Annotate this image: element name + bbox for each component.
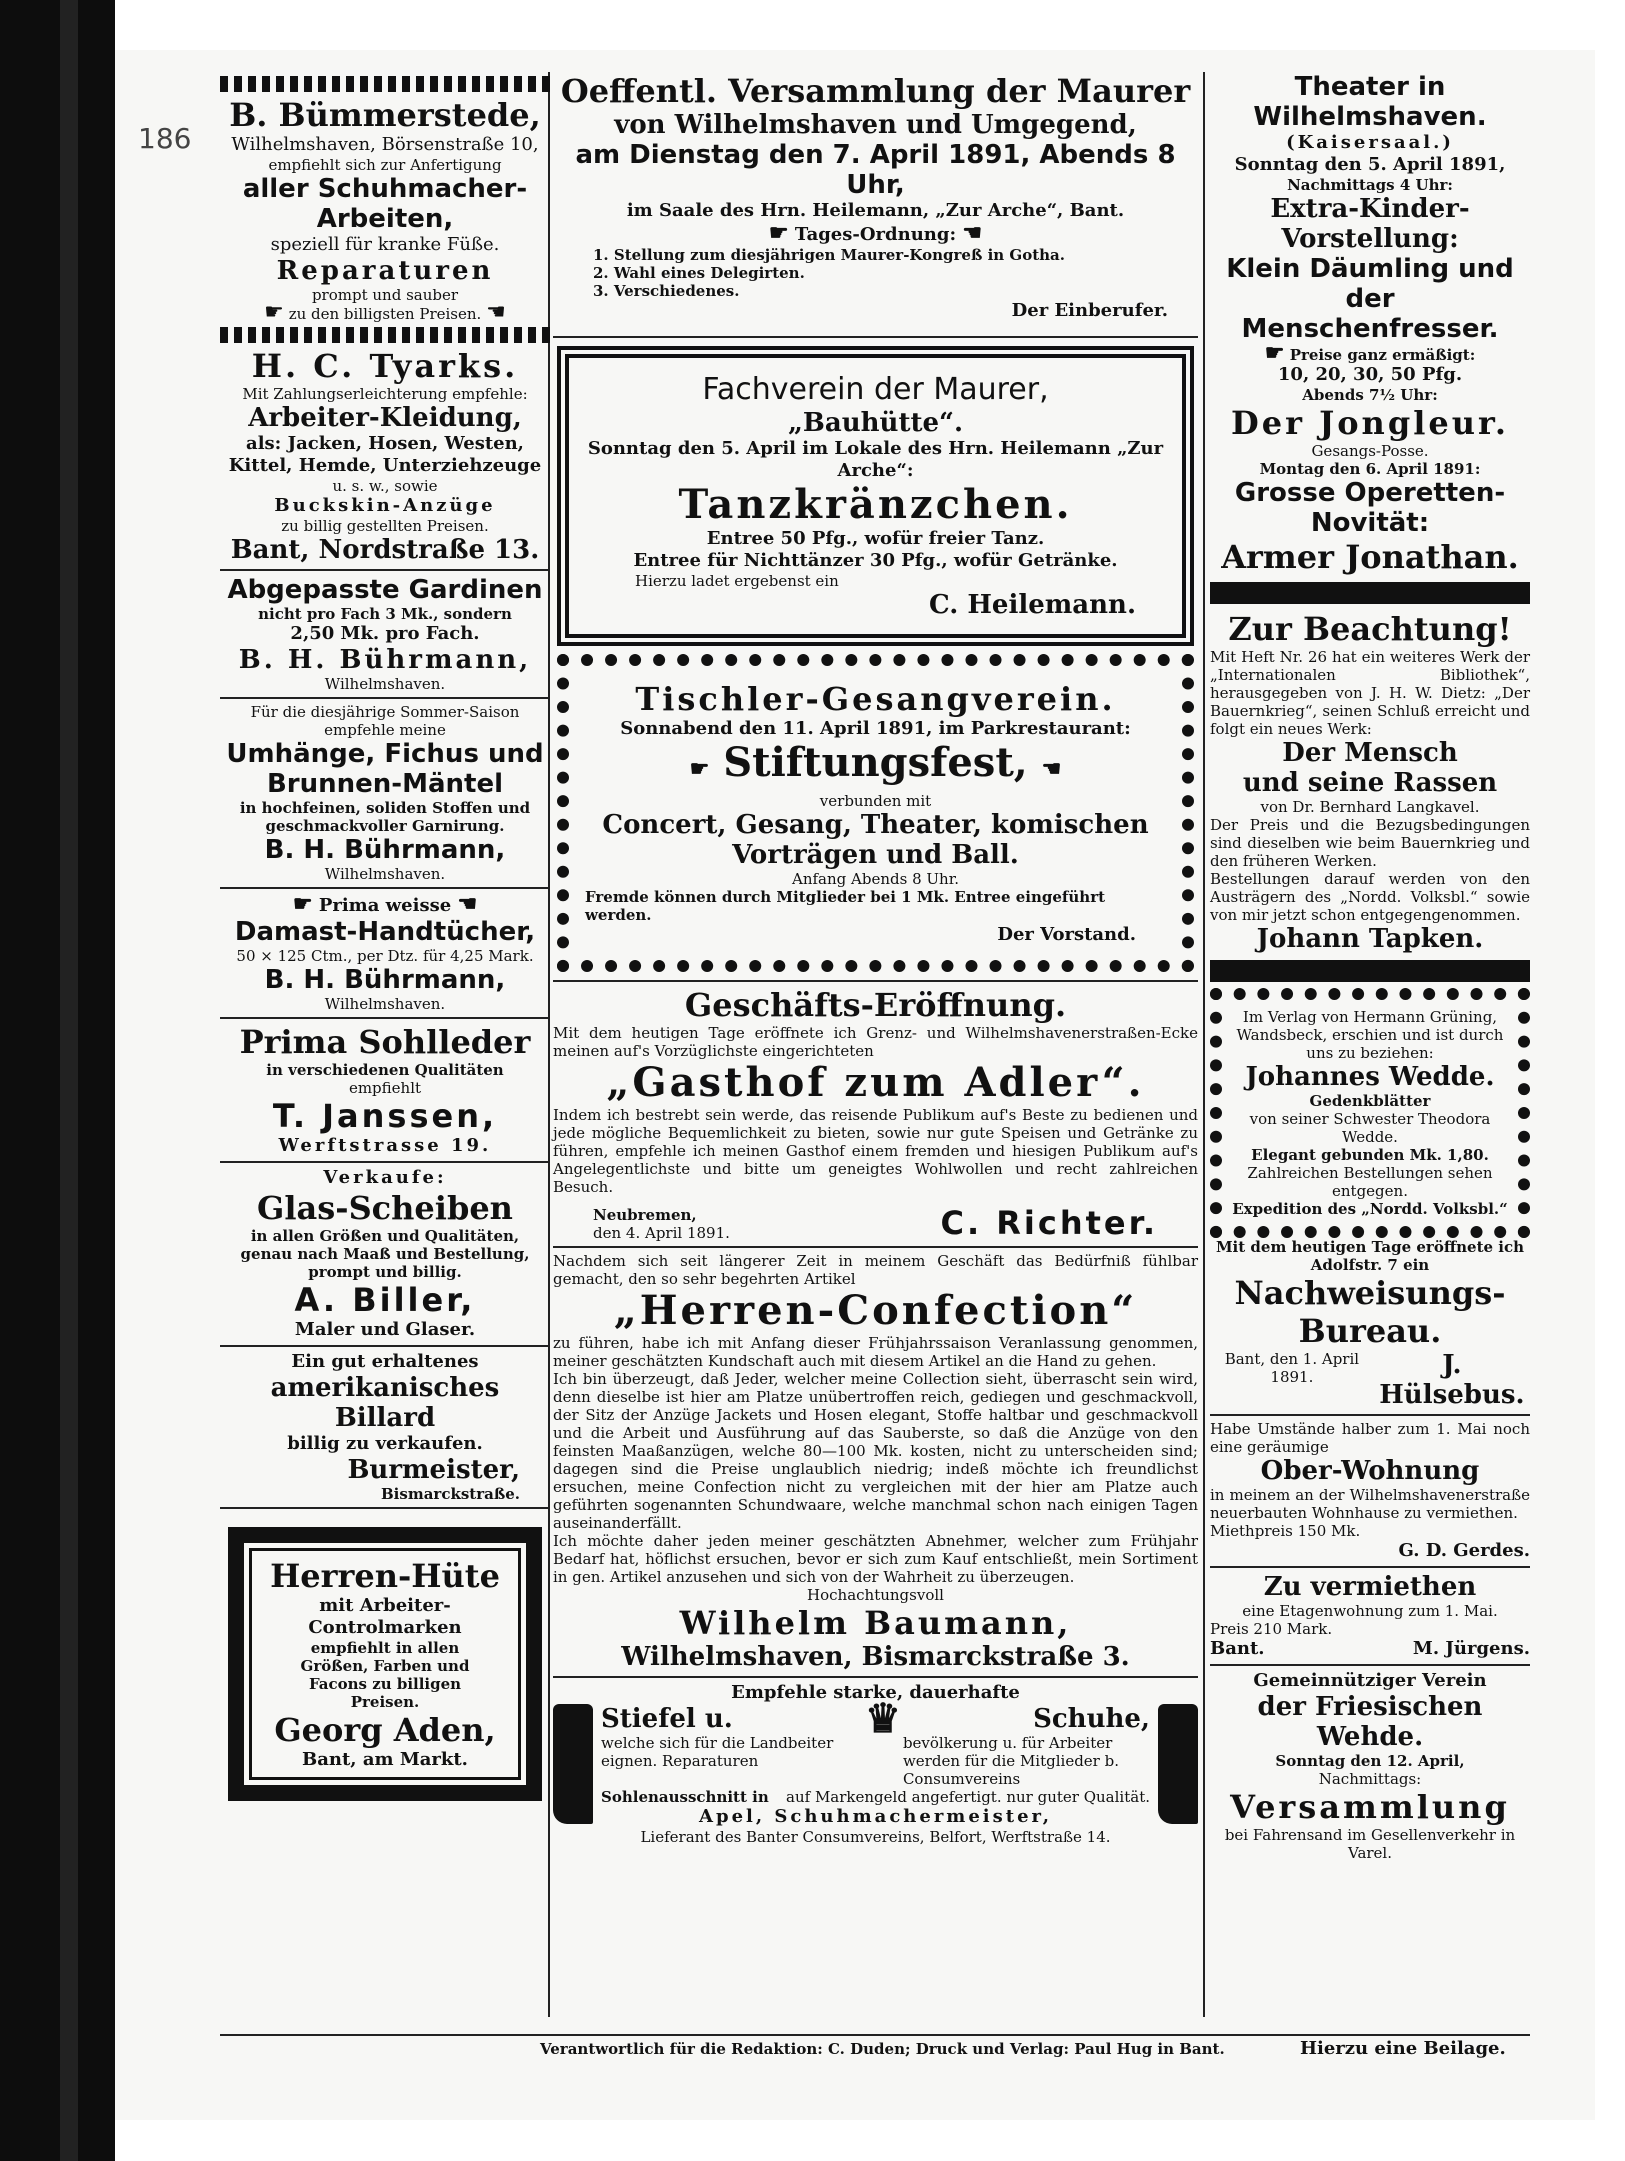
ad-text: Empfehle starke, dauerhafte <box>731 1682 1020 1703</box>
ad-headline: Fachverein der Maurer, <box>702 372 1049 407</box>
ad-headline: der Friesischen Wehde. <box>1257 1692 1483 1752</box>
ad-text: empfiehlt in allen <box>310 1639 460 1657</box>
agenda-item: 1. Stellung zum diesjährigen Maurer-Kongreß in Gotha. <box>593 246 1066 264</box>
ad-headline: Versammlung <box>1230 1788 1510 1826</box>
ad-herren-confection <box>553 1252 1198 1672</box>
signature: M. Jürgens. <box>1412 1638 1530 1659</box>
ad-billard <box>220 1351 550 1503</box>
ad-headline: Prima Sohlleder <box>239 1023 531 1061</box>
ad-text: auf Markengeld angefertigt. nur guter Qualität. <box>786 1788 1150 1806</box>
ad-headline: Klein Däumling und der <box>1226 254 1514 314</box>
ad-text: empfiehlt <box>348 1079 422 1097</box>
ad-text: zu billig gestellten Preisen. <box>281 517 489 535</box>
ad-theater <box>1210 72 1530 576</box>
supplement-note: Hierzu eine Beilage. <box>1300 2038 1506 2059</box>
ad-headline: Umhänge, Fichus und <box>226 739 544 769</box>
ad-price: Elegant gebunden Mk. 1,80. <box>1251 1146 1489 1164</box>
advertiser-name: B. H. Bührmann, <box>264 835 506 865</box>
ad-text: Hierzu ladet ergebenst ein <box>635 572 839 590</box>
pointing-hand-icon: ☛ <box>689 756 710 782</box>
ad-headline: Zur Beachtung! <box>1228 610 1512 648</box>
ad-headline: Concert, Gesang, Theater, komischen <box>602 810 1149 840</box>
ad-headline: Schuhe, <box>1033 1704 1150 1734</box>
ad-text: im Saale des Hrn. Heilemann, „Zur Arche“, Bant. <box>626 200 1125 221</box>
ad-headline: Geschäfts-Eröffnung. <box>684 986 1067 1024</box>
ad-text: Sonntag den 5. April im Lokale des Hrn. Heilemann „Zur Arche“: <box>587 438 1164 481</box>
ad-text: Prima weisse <box>318 895 452 916</box>
ad-text: Entree 50 Pfg., wofür freier Tanz. <box>706 528 1045 549</box>
signature: G. D. Gerdes. <box>1398 1540 1530 1561</box>
ad-date: Sonntag den 5. April 1891, <box>1234 154 1506 175</box>
ad-text: Ein gut erhaltenes <box>291 1351 479 1372</box>
ad-headline: Menschenfresser. <box>1241 314 1499 344</box>
ad-headline: Grosse Operetten-Novität: <box>1234 478 1506 538</box>
ad-buemmerstede <box>220 96 550 323</box>
ad-headline: Oeffentl. Versammlung der Maurer <box>560 72 1191 110</box>
ad-headline: Bureau. <box>1298 1312 1442 1350</box>
heavy-rule <box>1210 582 1530 604</box>
ad-text: Für die diesjährige Sommer-Saison <box>250 703 520 721</box>
ad-text: Fremde können durch Mitglieder bei 1 Mk. Entree eingeführt werden. <box>585 888 1106 924</box>
ad-headline: Brunnen-Mäntel <box>266 769 503 799</box>
ad-text: bevölkerung u. für Arbeiter werden für die Mitglieder b. Consumvereins <box>902 1734 1119 1788</box>
ad-text: zu führen, habe ich mit Anfang dieser Frühjahrssaison Veranlassung genommen, meiner geschätzten Kundschaft auch mit diesem Artikel an die Hand zu gehen. <box>553 1334 1198 1370</box>
book-binding <box>0 0 115 2161</box>
ad-date: Bant, den 1. April 1891. <box>1224 1350 1360 1386</box>
ad-text: prompt und billig. <box>308 1263 462 1281</box>
ad-text: welche sich für die Landbeiter eignen. Reparaturen <box>601 1734 834 1770</box>
ad-headline: „Gasthof zum Adler“. <box>606 1059 1145 1106</box>
signature: J. Hülsebus. <box>1379 1350 1525 1410</box>
ad-text: verbunden mit <box>819 792 932 810</box>
ad-text: 2,50 Mk. pro Fach. <box>290 623 480 644</box>
ad-headline: Gemeinnütziger Verein <box>1253 1670 1487 1691</box>
column-right <box>1210 72 1530 1862</box>
pointing-hand-icon: ☛ <box>1264 340 1285 366</box>
ad-date: Montag den 6. April 1891: <box>1259 460 1481 478</box>
ad-headline: Theater in Wilhelmshaven. <box>1253 72 1487 132</box>
pointing-hand-icon: ☛ <box>264 300 284 325</box>
ad-headline: Stiftungsfest, <box>723 739 1028 786</box>
ad-text: Mit Zahlungserleichterung empfehle: <box>242 385 528 403</box>
ad-tyarks <box>220 347 550 565</box>
ad-place: Bant. <box>1210 1638 1265 1659</box>
footer-rule <box>220 2034 1530 2036</box>
ad-text: zu den billigsten Preisen. <box>288 305 482 323</box>
eagle-emblem-icon: ♛ <box>865 1695 901 1742</box>
ad-text: Nachmittags: <box>1318 1770 1422 1788</box>
ad-text: in verschiedenen Qualitäten <box>266 1061 504 1079</box>
ad-headline: Ober-Wohnung <box>1260 1456 1480 1486</box>
ornament-rule <box>220 76 550 92</box>
signature: Johann Tapken. <box>1256 924 1484 954</box>
ad-text: genau nach Maaß und Bestellung, <box>240 1245 530 1263</box>
ad-text: billig zu verkaufen. <box>287 1433 483 1454</box>
agenda-item: 2. Wahl eines Delegirten. <box>593 264 805 282</box>
ad-text: empfehle meine <box>324 721 446 739</box>
ad-apel-stiefel <box>553 1682 1198 1846</box>
ad-text: Größen, Farben und <box>300 1657 470 1675</box>
pointing-hand-icon: ☛ <box>292 891 313 917</box>
ad-ober-wohnung <box>1210 1420 1530 1562</box>
advertiser-name: Georg Aden, <box>274 1711 496 1749</box>
ad-headline: Der Jongleur. <box>1230 404 1510 442</box>
pointing-hand-icon: ☚ <box>1041 756 1062 782</box>
ad-headline: Armer Jonathan. <box>1221 538 1519 576</box>
ad-headline: Glas-Scheiben <box>257 1189 513 1227</box>
ad-text: geschmackvoller Garnirung. <box>265 817 505 835</box>
ad-text: Verkaufe: <box>323 1167 447 1188</box>
ad-date: Sonnabend den 11. April 1891, im Parkrestaurant: <box>620 718 1131 739</box>
address: Wilhelmshaven, Börsenstraße 10, <box>231 134 539 155</box>
ad-address: Wilhelmshaven, Bismarckstraße 3. <box>621 1642 1130 1672</box>
ad-text: Bestellungen darauf werden von den Austrägern des „Nordd. Volksbl.“ sowie von mir jetzt schon entgegengenommen. <box>1210 870 1530 924</box>
advertiser-name: H. C. Tyarks. <box>251 347 519 385</box>
ad-gardinen <box>220 575 550 693</box>
signature: C. Heilemann. <box>929 590 1136 620</box>
advertiser-name: Wilhelm Baumann, <box>679 1604 1072 1642</box>
ad-text: empfiehlt sich zur Anfertigung <box>268 156 502 174</box>
ad-text: Mit Heft Nr. 26 hat ein weiteres Werk der „Internationalen Bibliothek“, herausgegeben von J. H. W. Dietz: „Der Bauernkrieg“, seinen Schluß erreicht und folgt ein neues Werk: <box>1210 648 1530 738</box>
ad-text: Habe Umstände halber zum 1. Mai noch eine geräumige <box>1210 1420 1530 1456</box>
ad-johannes-wedde <box>1210 988 1530 1238</box>
ad-text: Buckskin-Anzüge <box>274 495 496 516</box>
ad-headline: Zu vermiethen <box>1263 1572 1477 1602</box>
column-middle <box>553 72 1198 1846</box>
advertiser-name: C. Richter. <box>940 1204 1158 1242</box>
ornament-rule <box>220 327 550 343</box>
pointing-hand-icon: ☛ <box>768 220 789 246</box>
advertiser-name: A. Biller, <box>294 1281 476 1319</box>
ad-text: als: Jacken, Hosen, Westen, <box>246 433 524 454</box>
ad-price: Preis 210 Mark. <box>1210 1620 1333 1638</box>
ad-headline: und seine Rassen <box>1242 768 1498 798</box>
ad-text: u. s. w., sowie <box>332 477 438 495</box>
imprint-line: Verantwortlich für die Redaktion: C. Duden; Druck und Verlag: Paul Hug in Bant. <box>540 2040 1225 2058</box>
advertiser-name: T. Janssen, <box>272 1097 498 1135</box>
ad-text: Ich bin überzeugt, daß Jeder, welcher meine Collection sieht, überrascht sein wird, denn dieselbe ist hier am Platze unübertroffen reich, gediegen und geschmackvoll, der Sitz der Anzüge Jackets und Hosen elegant, Stoffe haltbar und geschmackvoll und die Arbeit und Ausführung auf das Sauberste, so daß die Anzüge von den feinsten Maaßanzügen, welche 80—100 Mk. kosten, nicht zu unterscheiden sind; dagegen sind die Preise unglaublich niedrig; indeß möchte ich freundlichst ersuchen, meine Confection nicht zu vergleichen mit der hier am Platze auch geführten sogenannten Schundwaare, welche manchmal schon nach einigen Tagen auseinanderfällt. <box>553 1370 1198 1532</box>
ad-headline: von Wilhelmshaven und Umgegend, <box>614 110 1137 140</box>
signature: Der Einberufer. <box>1011 300 1168 321</box>
ad-text: Indem ich bestrebt sein werde, das reisende Publikum auf's Beste zu bedienen und jede mögliche Bequemlichkeit zu bieten, sowie nur gute Speisen und Getränke zu führen, empfehle ich meinen Gasthof einem fremden und hiesigen Publikum auf's Angelegentlichste und bitte um geneigtes Wohlwollen und recht zahlreichen Besuch. <box>553 1106 1198 1196</box>
advertiser-name: Burmeister, <box>347 1455 520 1485</box>
ad-text: in meinem an der Wilhelmshavenerstraße neuerbauten Wohnhause zu vermiethen. <box>1210 1486 1530 1522</box>
ad-headline: Reparaturen <box>276 256 494 286</box>
handwritten-page-number: 186 <box>138 122 192 155</box>
ad-headline: Vorträgen und Ball. <box>732 840 1019 870</box>
ad-text: Im Verlag von Hermann Grüning, Wandsbeck, erschien und ist durch uns zu beziehen: <box>1236 1008 1504 1062</box>
ad-text: Preise ganz ermäßigt: <box>1289 346 1476 364</box>
ad-headline: Johannes Wedde. <box>1245 1062 1495 1092</box>
ad-headline: amerikanisches Billard <box>270 1373 500 1433</box>
ad-price: 10, 20, 30, 50 Pfg. <box>1277 364 1463 385</box>
ad-date: am Dienstag den 7. April 1891, Abends 8 Uhr, <box>575 140 1176 200</box>
ad-text: Bismarckstraße. <box>381 1485 520 1503</box>
ad-text: (Kaisersaal.) <box>1286 132 1454 153</box>
advertiser-name: B. H. Bührmann, <box>238 645 532 675</box>
ad-janssen <box>220 1023 550 1157</box>
ad-address: Lieferant des Banter Consumvereins, Belfort, Werftstraße 14. <box>640 1828 1111 1846</box>
ad-text: mit Arbeiter- <box>319 1595 451 1616</box>
pointing-hand-icon: ☚ <box>457 891 478 917</box>
advertiser-name: B. H. Bührmann, <box>264 965 506 995</box>
signature: Expedition des „Nordd. Volksbl.“ <box>1232 1200 1508 1218</box>
ad-text: Wilhelmshaven. <box>324 675 446 693</box>
ad-text: Gedenkblätter <box>1309 1092 1431 1110</box>
ad-text: Wilhelmshaven. <box>324 865 446 883</box>
ad-text: Gesangs-Posse. <box>1311 442 1429 460</box>
ad-text: in allen Größen und Qualitäten, <box>250 1227 520 1245</box>
ad-text: Anfang Abends 8 Uhr. <box>792 870 959 888</box>
ad-tischler-gesangverein <box>557 654 1194 972</box>
ad-address: Werftstrasse 19. <box>278 1135 492 1156</box>
advertiser-name: B. Bümmerstede, <box>229 96 541 134</box>
ad-text: Entree für Nichttänzer 30 Pfg., wofür Getränke. <box>633 550 1118 571</box>
ad-text: Nachdem sich seit längerer Zeit in meinem Geschäft das Bedürfniß fühlbar gemacht, den so sehr begehrten Artikel <box>553 1252 1198 1288</box>
ad-text: Kittel, Hemde, Unterziehzeuge <box>228 455 542 476</box>
ad-text: Nachmittags 4 Uhr: <box>1287 176 1453 194</box>
ad-headline: Damast-Handtücher, <box>234 917 536 947</box>
agenda-item: 3. Verschiedenes. <box>593 282 740 300</box>
ad-biller <box>220 1167 550 1341</box>
ad-text: speziell für kranke Füße. <box>270 234 500 255</box>
ad-text: eine Etagenwohnung zum 1. Mai. <box>1242 1602 1498 1620</box>
ad-headline: Tischler-Gesangverein. <box>635 680 1116 718</box>
ad-address: Bant, Nordstraße 13. <box>230 535 540 565</box>
ad-text: Controlmarken <box>308 1617 462 1638</box>
ad-friesische-wehde <box>1210 1670 1530 1862</box>
ad-text: Sohlenausschnitt in <box>601 1788 769 1806</box>
ad-headline: Extra-Kinder-Vorstellung: <box>1270 194 1470 254</box>
column-rule-right <box>1203 72 1205 2017</box>
ad-text: Abends 7½ Uhr: <box>1302 386 1438 404</box>
ad-headline: Abgepasste Gardinen <box>227 575 543 605</box>
pointing-hand-icon: ☚ <box>486 300 506 325</box>
ad-place: Neubremen, <box>593 1206 697 1224</box>
ad-text: Ich möchte daher jeden meiner geschätzten Abnehmer, welcher zum Frühjahr Bedarf hat, höflichst ersuchen, bevor er sich zum Kauf entschließt, mein Sortiment in gen. Artikel anzusehen und sich von der Wahrheit zu überzeugen. <box>553 1532 1198 1586</box>
ad-text: Mit dem heutigen Tage eröffnete ich Grenz- und Wilhelmshavenerstraßen-Ecke meinen auf's Vorzüglichste eingerichteten <box>553 1024 1198 1060</box>
boot-icon <box>553 1704 593 1824</box>
ad-headline: „Bauhütte“. <box>787 408 964 438</box>
ad-text: in hochfeinen, soliden Stoffen und <box>239 799 531 817</box>
ad-headline: Nachweisungs- <box>1234 1274 1506 1312</box>
ad-date: Sonntag den 12. April, <box>1275 1752 1465 1770</box>
heavy-rule <box>1210 960 1530 982</box>
ad-address: Bant, am Markt. <box>302 1749 468 1770</box>
agenda-heading: Tages-Ordnung: <box>794 224 957 245</box>
boot-icon <box>1158 1704 1198 1824</box>
ad-headline: Stiefel u. <box>601 1704 733 1734</box>
ad-text: Hochachtungsvoll <box>807 1586 944 1604</box>
ad-date: den 4. April 1891. <box>593 1224 730 1242</box>
ad-text: von seiner Schwester Theodora Wedde. <box>1249 1110 1491 1146</box>
pointing-hand-icon: ☚ <box>962 220 983 246</box>
ad-headline: aller Schuhmacher-Arbeiten, <box>242 174 528 234</box>
ad-maurer-versammlung <box>553 72 1198 322</box>
ad-text: Wilhelmshaven. <box>324 995 446 1013</box>
ad-text: 50 × 125 Ctm., per Dtz. für 4,25 Mark. <box>236 947 534 965</box>
column-left <box>220 72 550 1801</box>
ad-gasthof-adler <box>553 986 1198 1242</box>
signature: Der Vorstand. <box>997 924 1136 945</box>
ad-zu-vermiethen <box>1210 1572 1530 1660</box>
ad-text: Facons zu billigen <box>308 1675 462 1693</box>
ad-price: Miethpreis 150 Mk. <box>1210 1522 1361 1540</box>
ad-text: Zahlreichen Bestellungen sehen entgegen. <box>1247 1164 1493 1200</box>
ad-headline: Tanzkränzchen. <box>678 481 1073 528</box>
ad-text: Preisen. <box>350 1693 420 1711</box>
ad-headline: Herren-Hüte <box>270 1557 500 1595</box>
advertiser-name: Apel, Schuhmachermeister, <box>699 1806 1052 1827</box>
ad-nachweisungs-bureau <box>1210 1238 1530 1410</box>
ad-text: Der Preis und die Bezugsbedingungen sind dieselben wie beim Bauernkrieg und den früheren Werken. <box>1210 816 1530 870</box>
ad-zur-beachtung <box>1210 610 1530 954</box>
ad-text: Maler und Glaser. <box>294 1319 476 1340</box>
ad-umhaenge <box>220 703 550 883</box>
ad-headline: „Herren-Confection“ <box>613 1287 1138 1334</box>
ad-headline: Der Mensch <box>1282 738 1458 768</box>
ad-text: bei Fahrensand im Gesellenverkehr in Varel. <box>1224 1826 1516 1862</box>
ad-text: prompt und sauber <box>311 286 459 304</box>
ad-herren-huete <box>228 1527 542 1801</box>
ad-text: Mit dem heutigen Tage eröffnete ich Adolfstr. 7 ein <box>1215 1238 1525 1274</box>
ad-handtuecher <box>220 893 550 1013</box>
ad-text: nicht pro Fach 3 Mk., sondern <box>258 605 512 623</box>
ad-headline: Arbeiter-Kleidung, <box>248 403 522 433</box>
ad-bauhuette <box>557 346 1194 646</box>
ad-text: von Dr. Bernhard Langkavel. <box>1260 798 1480 816</box>
